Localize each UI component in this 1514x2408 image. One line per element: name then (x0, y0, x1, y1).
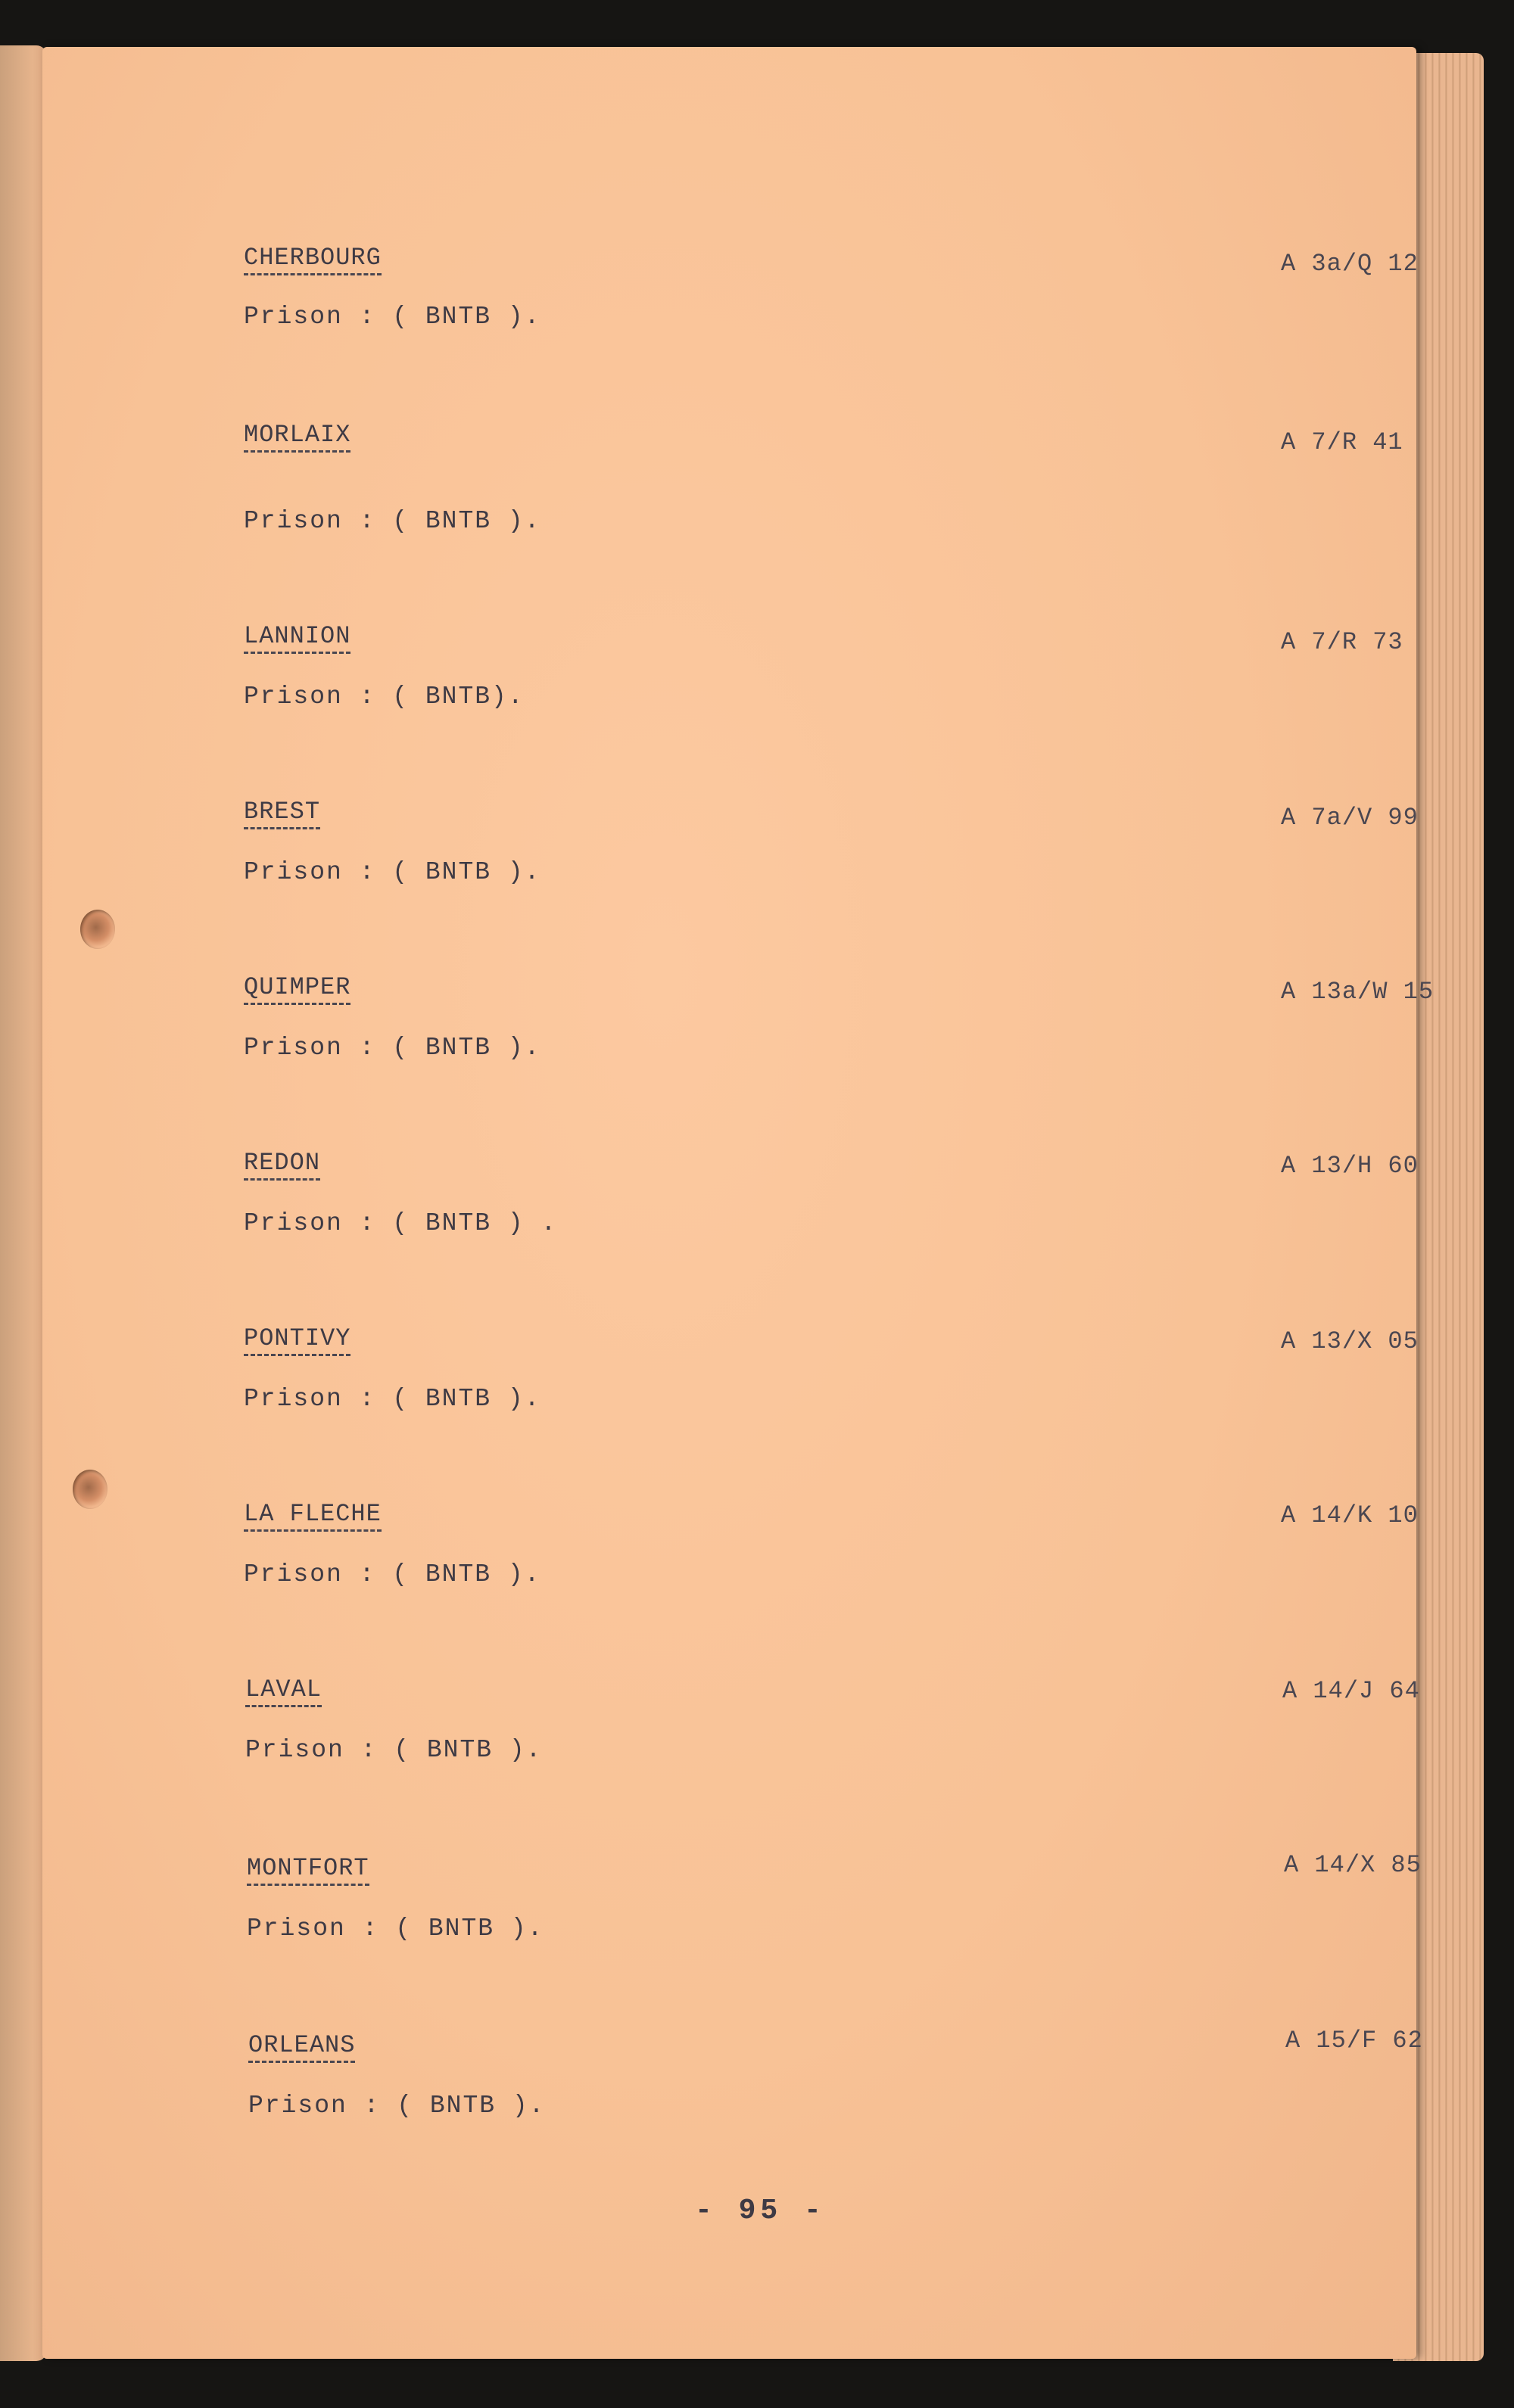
left-page-edge (0, 45, 47, 2361)
place-name: LA FLECHE (244, 1500, 382, 1532)
place-name: REDON (244, 1149, 320, 1181)
entry-reference: A 13/H 60 (1281, 1152, 1419, 1180)
entry-detail: Prison : ( BNTB ). (244, 1385, 541, 1413)
place-name: CHERBOURG (244, 244, 382, 275)
entry-reference: A 13a/W 15 (1281, 978, 1435, 1006)
entry-detail: Prison : ( BNTB ). (248, 2092, 546, 2120)
entry-reference: A 7/R 41 (1281, 428, 1403, 456)
entry-reference: A 15/F 62 (1285, 2027, 1423, 2055)
entry-detail: Prison : ( BNTB ). (244, 507, 541, 535)
entry-detail: Prison : ( BNTB ) . (244, 1209, 558, 1237)
document-page (42, 47, 1435, 2359)
entry-reference: A 14/K 10 (1281, 1501, 1419, 1529)
entry-reference: A 3a/Q 12 (1281, 250, 1419, 278)
entry-detail: Prison : ( BNTB ). (244, 303, 541, 331)
entry-detail: Prison : ( BNTB ). (244, 858, 541, 886)
punch-hole-top (80, 910, 115, 949)
place-name: MORLAIX (244, 421, 350, 453)
place-name: QUIMPER (244, 973, 350, 1005)
entry-detail: Prison : ( BNTB ). (244, 1560, 541, 1588)
entry-detail: Prison : ( BNTB ). (247, 1915, 544, 1943)
entry-detail: Prison : ( BNTB). (244, 683, 525, 711)
place-name: LAVAL (245, 1675, 322, 1707)
entry-reference: A 14/X 85 (1284, 1851, 1422, 1879)
entry-reference: A 7a/V 99 (1281, 804, 1419, 832)
page-number: - 95 - (695, 2195, 826, 2227)
place-name: LANNION (244, 622, 350, 654)
place-name: MONTFORT (247, 1854, 369, 1886)
place-name: PONTIVY (244, 1324, 350, 1356)
punch-hole-bottom (73, 1470, 107, 1509)
place-name: BREST (244, 798, 320, 829)
entry-detail: Prison : ( BNTB ). (244, 1034, 541, 1062)
place-name: ORLEANS (248, 2031, 355, 2063)
entry-detail: Prison : ( BNTB ). (245, 1736, 543, 1764)
entry-reference: A 7/R 73 (1281, 628, 1403, 656)
entry-reference: A 14/J 64 (1282, 1677, 1420, 1705)
entry-reference: A 13/X 05 (1281, 1327, 1419, 1355)
